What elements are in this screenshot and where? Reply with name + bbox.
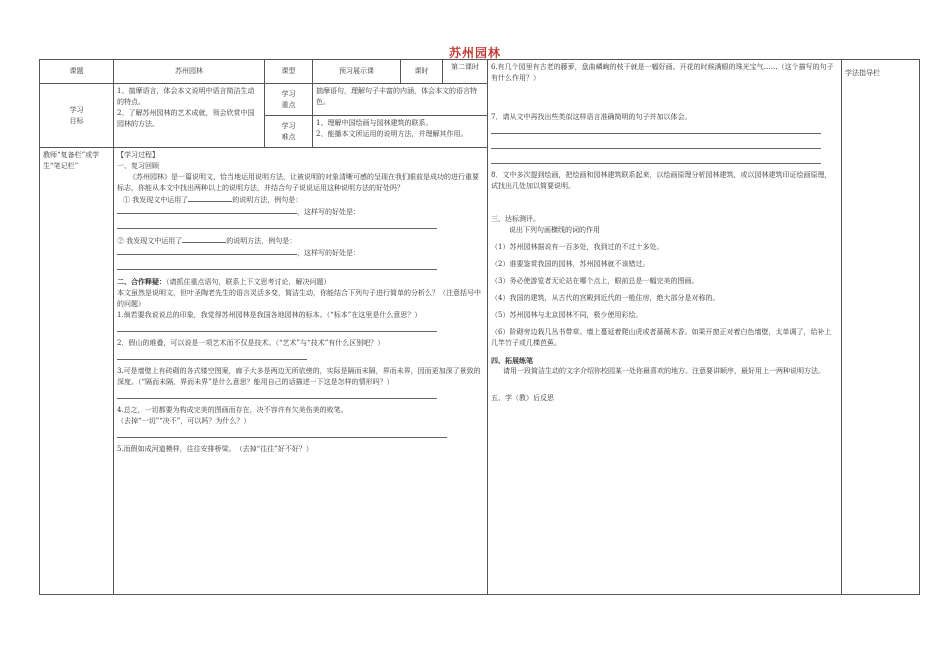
answer-line[interactable] [491, 125, 821, 134]
coop-item-1: 1.倘若要我说说总的印象，我觉得苏州园林是我国各地园林的标本。（“标本”在这里是什么意思？） [117, 311, 422, 319]
coop-item-2: 2．假山的堆叠，可以说是一项艺术而不仅是技术。（“艺术”与“技术”有什么区别吧？） [117, 339, 385, 347]
difficult-label: 学习 难点 [265, 116, 313, 148]
period-value: 第二课时 [443, 60, 488, 84]
coop-item-3: 3.可是墙壁上有砖砌的各式镂空图案，廊子大多是两边无所依傍的，实际是隔而未隔，界而未界，因而更加深了景致的深度。（“隔而未隔，界而未界”是什么意思？能用自己的话描述一下这是怎样的情形吗？） [117, 367, 481, 386]
coop-heading: 二、合作释疑： [117, 277, 166, 286]
test-item-2: （2）谁要鉴赏我国的园林，苏州园林就不该错过。 [491, 260, 650, 268]
answer-line[interactable] [117, 351, 307, 360]
method-column [842, 60, 920, 595]
goal-1: 1、揣摩语言，体会本文说明中语言简洁生动的特点。 [117, 87, 255, 106]
process-heading: 【学习过程】 [117, 151, 159, 159]
coop-text: 本文虽然是说明文，但叶圣陶老先生的语言灵活多变，简洁生动，你能结合下列句子进行简单的分析么？（注意括号中的问题） [117, 289, 481, 308]
review-heading: 一、复习回顾 [117, 162, 159, 170]
question-6: 6.有几个园里有古老的藤萝，盘曲嶙峋的枝干就是一幅好画。开花的时候满眼的珠光宝气……（这个描写的句子有什么作用？） [491, 63, 834, 82]
review-text: 《苏州园林》是一篇说明文，恰当地运用说明方法，让被说明的对象清晰可感的呈现在我们眼前是成功的进行重要标志，你能从本文中找出两种以上的说明方法，并结合句子说说运用这种说明方法的好处吗？ [117, 173, 479, 192]
goal-2: 2、了解苏州园林的艺术成就，领会欣赏中国园林的方法。 [117, 109, 255, 128]
test-item-5: （5）苏州园林与北京园林不同，极少使用彩绘。 [491, 311, 643, 319]
topic-label: 课题 [40, 60, 114, 84]
process-content [114, 148, 488, 595]
coop-item-5: 5.而假如成河道模样，往往安排桥梁。 （去掉“往往”好不好？） [117, 445, 313, 453]
answer-line[interactable] [117, 220, 437, 229]
answer-line[interactable] [491, 140, 821, 149]
page-title: 苏州园林 [448, 46, 501, 60]
coop-line [117, 276, 484, 288]
coop-item-4b: （去掉“一切”“决不”，可以吗？为什么？） [117, 417, 251, 425]
q2-line: ② 我发现文中运用了 的说明方法，例句是： [117, 237, 297, 245]
test-item-4: （4）我国的建筑，从古代的宫殿到近代的一般住房，绝大部分是对称的。 [491, 294, 720, 302]
section-5-heading: 五、学（教）后反思 [491, 394, 554, 402]
key-label: 学习 重点 [265, 84, 313, 116]
type-label: 课型 [265, 60, 313, 84]
q2-answer-line: ，这样写的好处是： [117, 247, 484, 259]
section-3-text: 说出下列句画横线的词的作用 [509, 226, 600, 234]
difficult-1: 1、理解中国绘画与园林建筑的联系。 [316, 119, 433, 127]
difficult-content [313, 116, 488, 148]
difficult-2: 2、能播本文所运用的说明方法，并理解其作用。 [316, 130, 468, 138]
answer-line[interactable] [117, 390, 437, 399]
q1-line: ① 我发现文中运用了 的说明方法，例句是： [123, 196, 303, 204]
goals-label: 学习 目标 [40, 84, 114, 148]
test-item-3: （3）务必使游览者无论站在哪个点上，眼前总是一幅完美的图画。 [491, 277, 699, 285]
section-3-heading: 三、达标测评。 [491, 215, 540, 223]
section-4-heading: 四、拓展练笔 [491, 356, 533, 365]
key-text: 揣摩语句，理解句子丰富的内涵，体会本文的语言特色。 [313, 84, 488, 116]
section-4-text: 请用一段简洁生动的文字介绍你校园某一处你最喜欢的地方。注意要讲顺序，最好用上一两种说明方法。 [503, 367, 825, 375]
note-column [40, 148, 114, 595]
answer-line[interactable] [491, 155, 821, 164]
right-content [488, 60, 842, 595]
lesson-table [39, 59, 920, 595]
question-7: 7．请从文中再找出些类似这样语言准确简明的句子并加以体会。 [491, 113, 692, 121]
answer-line[interactable] [117, 261, 437, 270]
coop-hint: （请抓住重点语句，联系上下文思考讨论，解决问题） [166, 278, 331, 286]
topic-value: 苏州园林 [114, 60, 265, 84]
note-label: 教师“复备栏”或学生“笔记栏” [43, 151, 100, 170]
type-value: 预习展示课 [313, 60, 401, 84]
method-label: 学法指导栏 [845, 69, 880, 77]
question-8: 8．文中多次提到绘画，把绘画和园林建筑联系起来，以绘画原理分析园林建筑，或以园林建筑印证绘画原理，试找出几处加以简要说明。 [491, 171, 832, 190]
q1-answer-line: ，这样写的好处是： [117, 206, 484, 218]
test-item-1: （1）苏州园林据说有一百多处，我到过的不过十多处。 [491, 243, 664, 251]
goals-content [114, 84, 265, 148]
test-item-6: （6）阶砌旁边栽几丛书带草。墙上蔓延着爬山虎或者蔷薇木香。如果开窗正对着白色墙壁，太单调了，给补上几竿竹子或几棵芭蕉。 [491, 328, 832, 347]
period-label: 课时 [401, 60, 443, 84]
answer-line[interactable] [117, 323, 437, 332]
answer-line[interactable] [117, 429, 447, 438]
coop-item-4: 4.总之，一切都要为构成完美的图画而存在，决不容许有欠美伤美的败笔。 [117, 406, 348, 414]
